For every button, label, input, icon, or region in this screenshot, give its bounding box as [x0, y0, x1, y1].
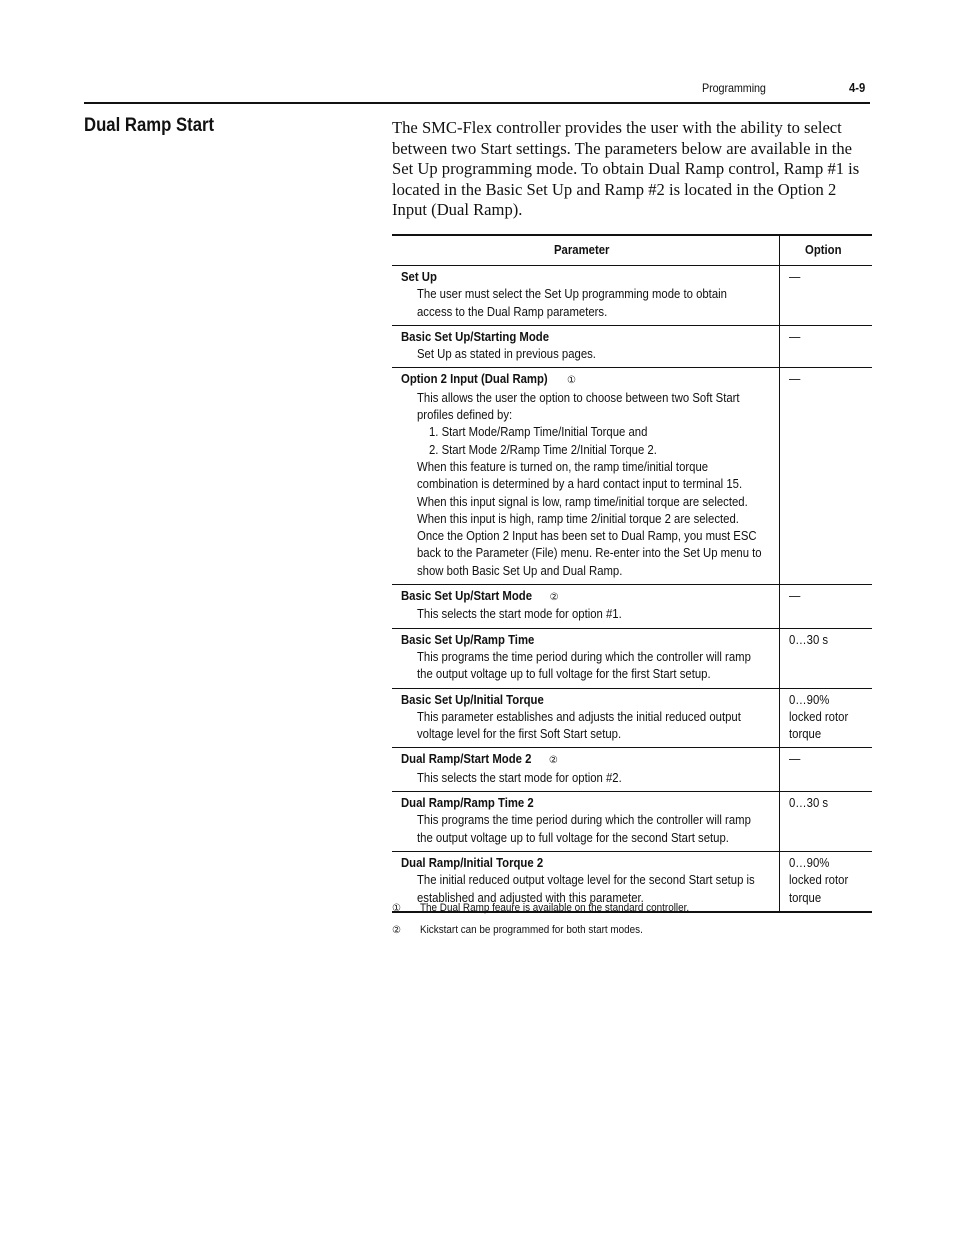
parameter-table: [392, 234, 872, 913]
parameter-description-line: voltage level for the first Soft Start setup.: [417, 727, 622, 742]
footnote-text: The Dual Ramp feaure is available on the standard controller.: [420, 902, 690, 914]
option-value: 0…30 s: [788, 796, 828, 811]
parameter-cell: [392, 585, 779, 629]
section-title: Dual Ramp Start: [84, 115, 215, 136]
parameter-description-line: When this input signal is low, ramp time/initial torque are selected.: [417, 494, 748, 509]
parameter-description-line: established and adjusted with this parameter.: [417, 890, 644, 905]
table-row: [392, 585, 872, 629]
parameter-list-item: 1. Start Mode/Ramp Time/Initial Torque and: [429, 425, 648, 440]
parameter-name: Dual Ramp/Ramp Time 2: [401, 796, 534, 811]
parameter-cell: [392, 628, 779, 688]
table-row: [392, 325, 872, 368]
option-cell: [779, 585, 872, 629]
option-cell: [779, 325, 872, 368]
option-value: locked rotor: [788, 709, 848, 724]
parameter-description-line: the output voltage up to full voltage for the second Start setup.: [417, 830, 729, 845]
parameter-cell: [392, 748, 779, 792]
parameter-name: Dual Ramp/Start Mode 2: [401, 752, 532, 767]
option-value: 0…30 s: [788, 632, 828, 647]
option-value: torque: [788, 890, 821, 905]
parameter-description-line: This parameter establishes and adjusts the initial reduced output: [417, 709, 741, 724]
parameter-name: Basic Set Up/Starting Mode: [401, 329, 550, 344]
option-cell: [779, 628, 872, 688]
footnote-marker: ②: [392, 925, 401, 936]
table-row: [392, 688, 872, 748]
option-value: locked rotor: [788, 873, 848, 888]
header-rule: [84, 102, 870, 104]
column-header-parameter: Parameter: [392, 235, 779, 266]
footnote-marker: ②: [549, 592, 559, 604]
table-header-row: [392, 235, 872, 266]
parameter-description-line: When this feature is turned on, the ramp time/initial torque: [417, 459, 709, 474]
parameter-name: Option 2 Input (Dual Ramp): [401, 372, 548, 387]
option-value: —: [788, 270, 800, 284]
option-cell: [779, 851, 872, 911]
table-row: [392, 792, 872, 852]
parameter-description-line: back to the Parameter (File) menu. Re-enter into the Set Up menu to: [417, 546, 762, 561]
parameter-cell: [392, 325, 779, 368]
footnote-marker: ②: [548, 755, 558, 767]
parameter-name: Basic Set Up/Ramp Time: [401, 632, 535, 647]
parameter-description-line: Set Up as stated in previous pages.: [417, 347, 596, 362]
option-value: —: [788, 372, 800, 387]
parameter-description-line: combination is determined by a hard contact input to terminal 15.: [417, 477, 743, 492]
parameter-cell: [392, 368, 779, 585]
option-value: 0…90%: [788, 692, 829, 707]
parameter-cell: [392, 792, 779, 852]
option-cell: [779, 266, 872, 326]
footnote-marker: ①: [392, 903, 401, 914]
option-value: torque: [788, 727, 821, 742]
parameter-description-line: This selects the start mode for option #2.: [417, 770, 622, 785]
footnote-marker: ①: [567, 375, 576, 387]
table-row: [392, 748, 872, 792]
table-row: [392, 266, 872, 326]
option-cell: [779, 688, 872, 748]
parameter-cell: [392, 688, 779, 748]
option-cell: [779, 748, 872, 792]
option-value: —: [788, 589, 800, 604]
parameter-description-line: This programs the time period during which the controller will ramp: [417, 813, 751, 828]
footnote-text: Kickstart can be programmed for both start modes.: [420, 924, 643, 936]
option-value: —: [788, 752, 800, 767]
parameter-description-line: the output voltage up to full voltage for the first Start setup.: [417, 667, 711, 682]
parameter-description-line: When this input is high, ramp time 2/initial torque 2 are selected.: [417, 511, 739, 526]
parameter-description-line: This allows the user the option to choose between two Soft Start: [417, 390, 740, 405]
intro-paragraph: The SMC-Flex controller provides the user with the ability to select between two Start settings. The parameters below are available in the Set Up programming mode. To obtain Dual Ramp control, Ramp #1 is located in the Basic Set Up and Ramp #2 is located in the Option 2 Input (Dual Ramp).: [392, 118, 860, 219]
parameter-description-line: The user must select the Set Up programming mode to obtain: [417, 287, 727, 302]
parameter-description-line: This selects the start mode for option #1.: [417, 607, 622, 622]
parameter-description-line: access to the Dual Ramp parameters.: [417, 304, 608, 319]
option-cell: [779, 792, 872, 852]
parameter-description-line: This programs the time period during which the controller will ramp: [417, 649, 751, 664]
page-header-section: Programming: [702, 81, 766, 95]
footnote: [392, 902, 719, 914]
parameter-description-line: show both Basic Set Up and Dual Ramp.: [417, 563, 623, 578]
column-header-option: Option: [779, 235, 872, 266]
parameter-description-line: profiles defined by:: [417, 408, 513, 423]
parameter-name: Basic Set Up/Start Mode: [401, 589, 533, 604]
parameter-name: Basic Set Up/Initial Torque: [401, 692, 544, 707]
parameter-name: Dual Ramp/Initial Torque 2: [401, 855, 544, 870]
option-cell: [779, 368, 872, 585]
parameter-list-item: 2. Start Mode 2/Ramp Time 2/Initial Torque 2.: [429, 442, 657, 457]
footnote: [392, 924, 668, 936]
table-body: [392, 266, 872, 912]
table-row: [392, 628, 872, 688]
table-row: [392, 368, 872, 585]
parameter-description-line: Once the Option 2 Input has been set to Dual Ramp, you must ESC: [417, 529, 757, 544]
parameter-cell: [392, 266, 779, 326]
option-value: 0…90%: [788, 855, 829, 870]
page-number: 4-9: [849, 81, 866, 95]
parameter-name: Set Up: [401, 270, 437, 284]
option-value: —: [788, 329, 800, 344]
parameter-description-line: The initial reduced output voltage level for the second Start setup is: [417, 873, 755, 888]
